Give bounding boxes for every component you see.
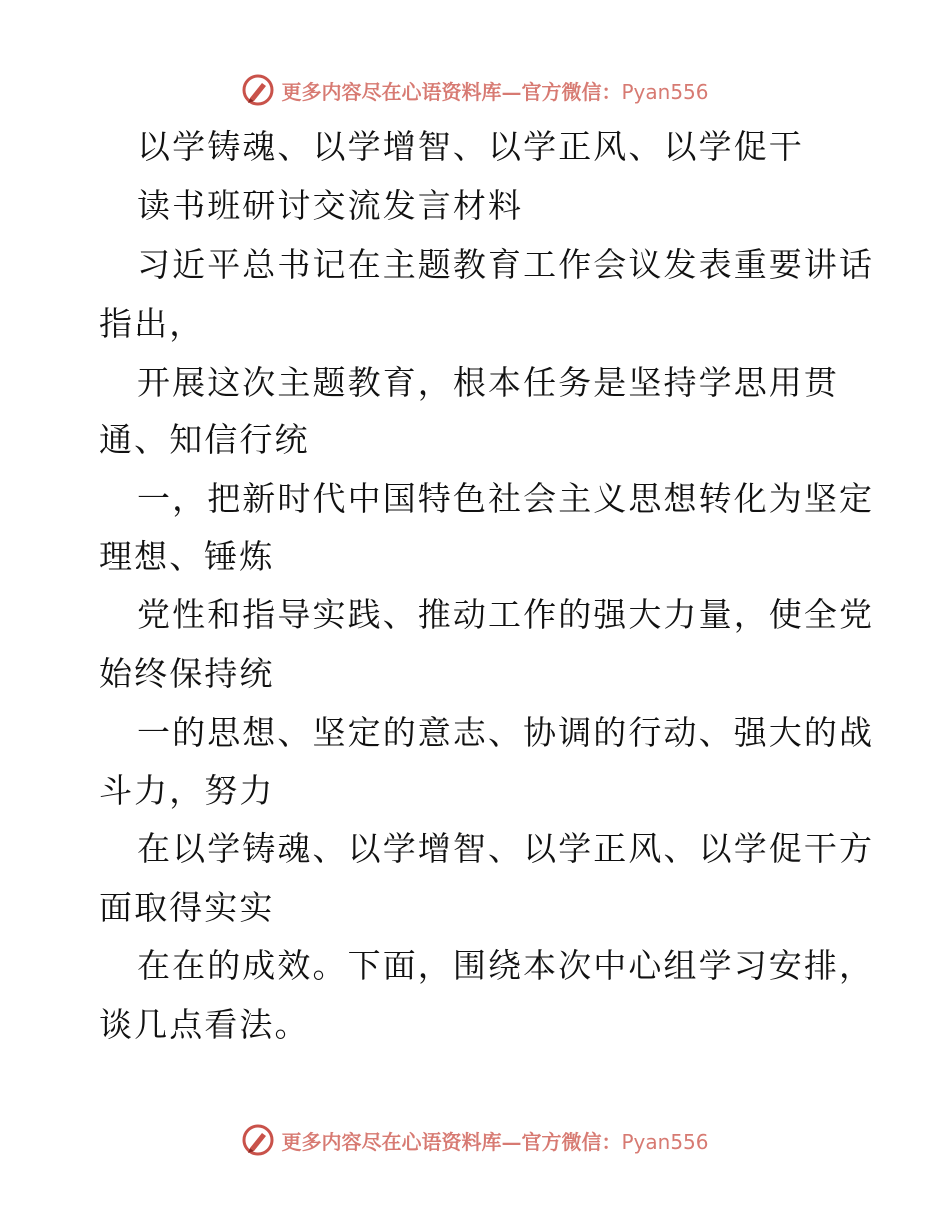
paragraph-line: 开展这次主题教育，根本任务是坚持学思用贯 [137, 363, 839, 402]
paragraph-line: 理想、锤炼 [99, 537, 275, 576]
paragraph-line: 斗力，努力 [99, 771, 275, 810]
paragraph-line: 一，把新时代中国特色社会主义思想转化为坚定 [137, 479, 875, 518]
paragraph-line: 谈几点看法。 [99, 1005, 310, 1044]
watermark-footer [0, 1120, 950, 1160]
paragraph-line: 通、知信行统 [99, 420, 310, 459]
paragraph-line: 始终保持统 [99, 654, 275, 693]
document-title-line-2: 读书班研讨交流发言材料 [137, 186, 524, 225]
paragraph-line: 党性和指导实践、推动工作的强大力量，使全党 [137, 595, 875, 634]
watermark-text: 更多内容尽在心语资料库—官方微信：Pyan556 [281, 1129, 709, 1154]
paragraph-line: 在以学铸魂、以学增智、以学正风、以学促干方 [137, 829, 875, 868]
document-title-line-1: 以学铸魂、以学增智、以学正风、以学促干 [137, 127, 804, 166]
watermark-text: 更多内容尽在心语资料库—官方微信：Pyan556 [281, 79, 709, 104]
pen-circle-logo-icon [241, 1123, 275, 1157]
paragraph-line: 面取得实实 [99, 888, 275, 927]
paragraph-line: 习近平总书记在主题教育工作会议发表重要讲话 [137, 245, 875, 284]
paragraph-line: 一的思想、坚定的意志、协调的行动、强大的战 [137, 713, 875, 752]
paragraph-line: 在在的成效。下面，围绕本次中心组学习安排， [137, 946, 875, 985]
paragraph-line: 指出， [99, 304, 205, 343]
